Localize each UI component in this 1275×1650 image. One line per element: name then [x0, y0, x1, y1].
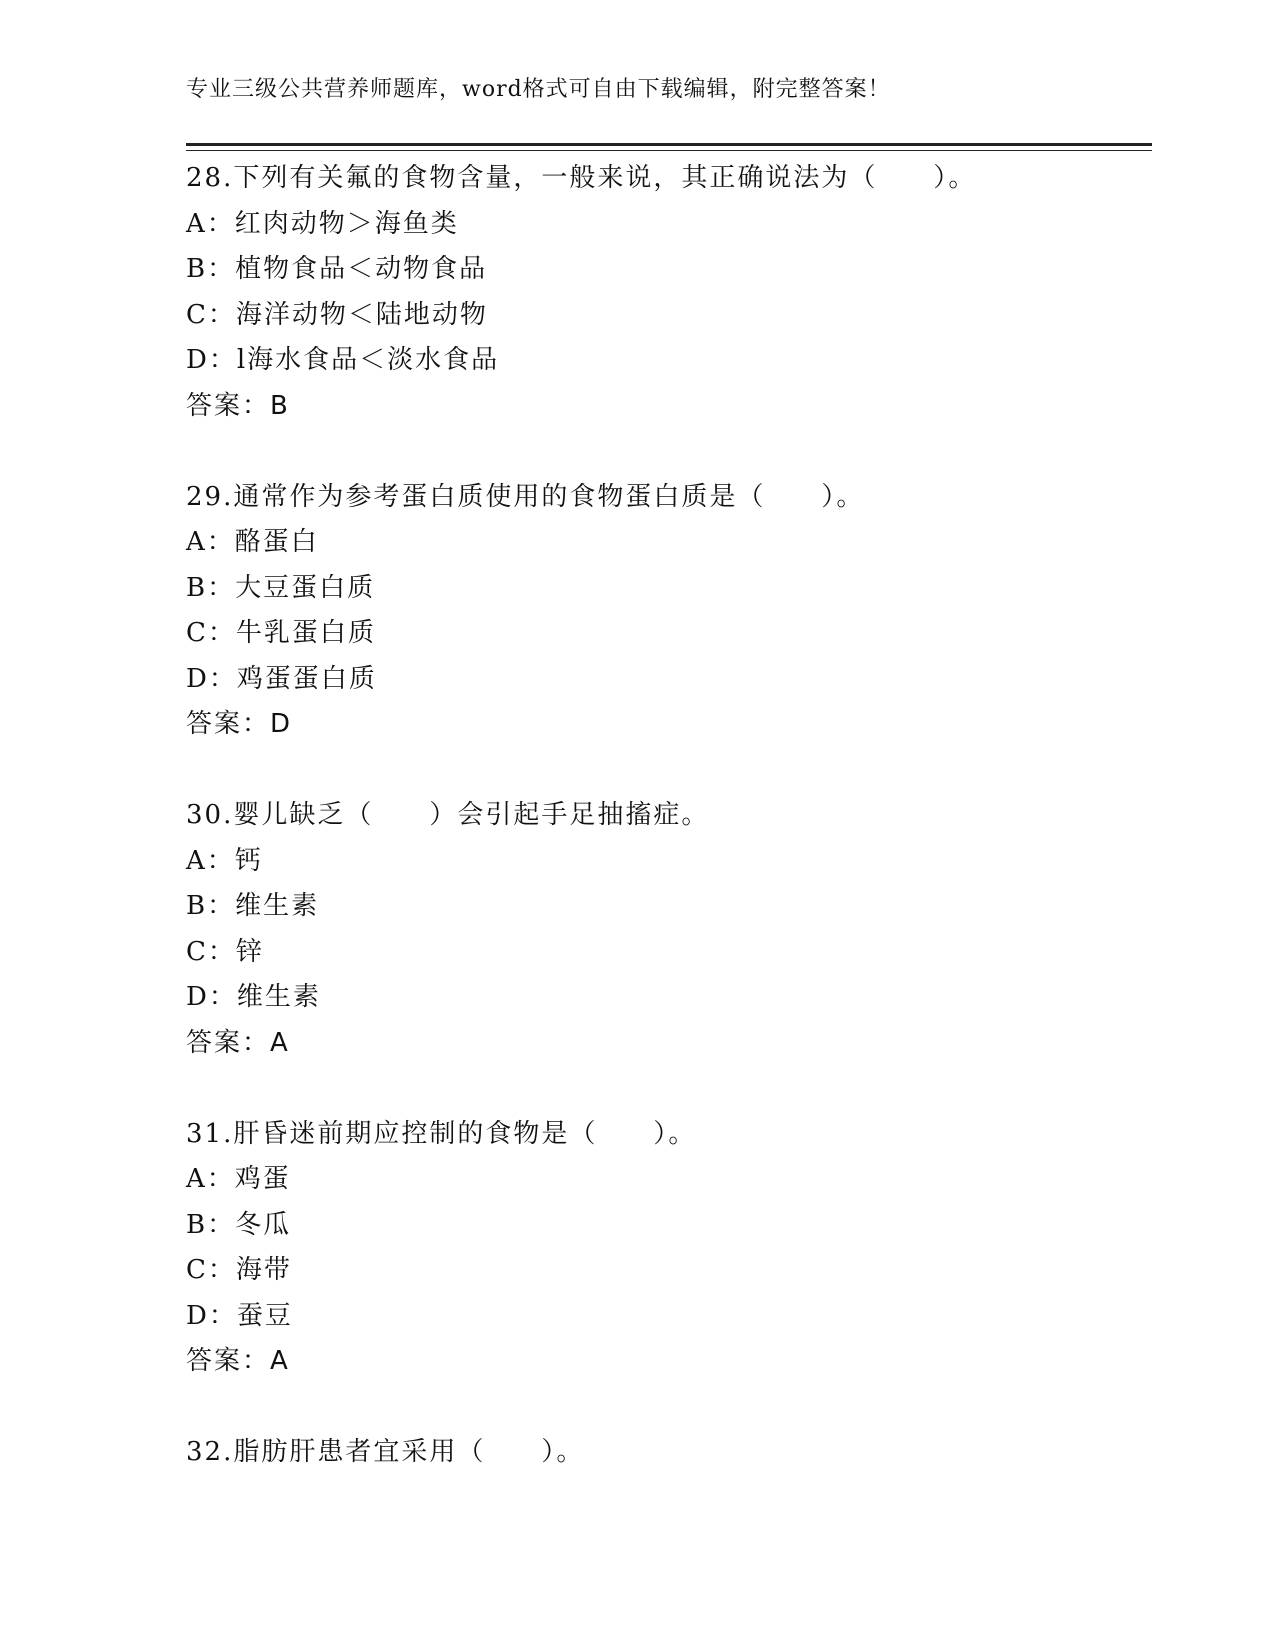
option-d: D：维生素 [186, 982, 321, 1012]
question-31 [186, 1112, 1166, 1431]
option-b: B：植物食品＜动物食品 [186, 254, 488, 284]
option-a: A：钙 [186, 845, 263, 876]
option-b: B：维生素 [186, 891, 320, 921]
answer: 答案：A [186, 1346, 290, 1376]
question-32 [186, 1430, 1166, 1476]
question-stem: 29.通常作为参考蛋白质使用的食物蛋白质是（ ）。 [186, 481, 865, 512]
option-a: A：酪蛋白 [186, 527, 319, 557]
option-d: D：鸡蛋蛋白质 [186, 663, 377, 694]
question-30 [186, 793, 1166, 1112]
option-d: D：蚕豆 [186, 1300, 293, 1331]
option-b: B：冬瓜 [186, 1209, 292, 1240]
question-stem: 30.婴儿缺乏（ ）会引起手足抽搐症。 [186, 800, 710, 830]
option-b: B：大豆蛋白质 [186, 572, 376, 603]
option-c: C：牛乳蛋白质 [186, 618, 376, 648]
question-stem: 32.脂肪肝患者宜采用（ ）。 [186, 1437, 585, 1467]
question-stem: 31.肝昏迷前期应控制的食物是（ ）。 [186, 1118, 697, 1149]
answer: 答案：A [186, 1027, 290, 1058]
header-rule-thick [186, 143, 1152, 146]
question-stem: 28.下列有关氟的食物含量，一般来说，其正确说法为（ ）。 [186, 163, 977, 193]
option-c: C：海带 [186, 1255, 292, 1285]
option-c: C：海洋动物＜陆地动物 [186, 299, 488, 330]
option-a: A：鸡蛋 [186, 1164, 291, 1194]
question-29 [186, 475, 1166, 794]
answer: 答案：D [186, 709, 293, 739]
question-28 [186, 156, 1166, 475]
option-a: A：红肉动物＞海鱼类 [186, 208, 459, 239]
option-c: C：锌 [186, 936, 264, 967]
page-header: 专业三级公共营养师题库，word格式可自由下载编辑，附完整答案！ [186, 77, 891, 102]
question-list [186, 156, 1166, 1476]
answer: 答案：B [186, 390, 290, 421]
option-d: D：l海水食品＜淡水食品 [186, 345, 500, 375]
header-rule-thin [186, 150, 1152, 151]
